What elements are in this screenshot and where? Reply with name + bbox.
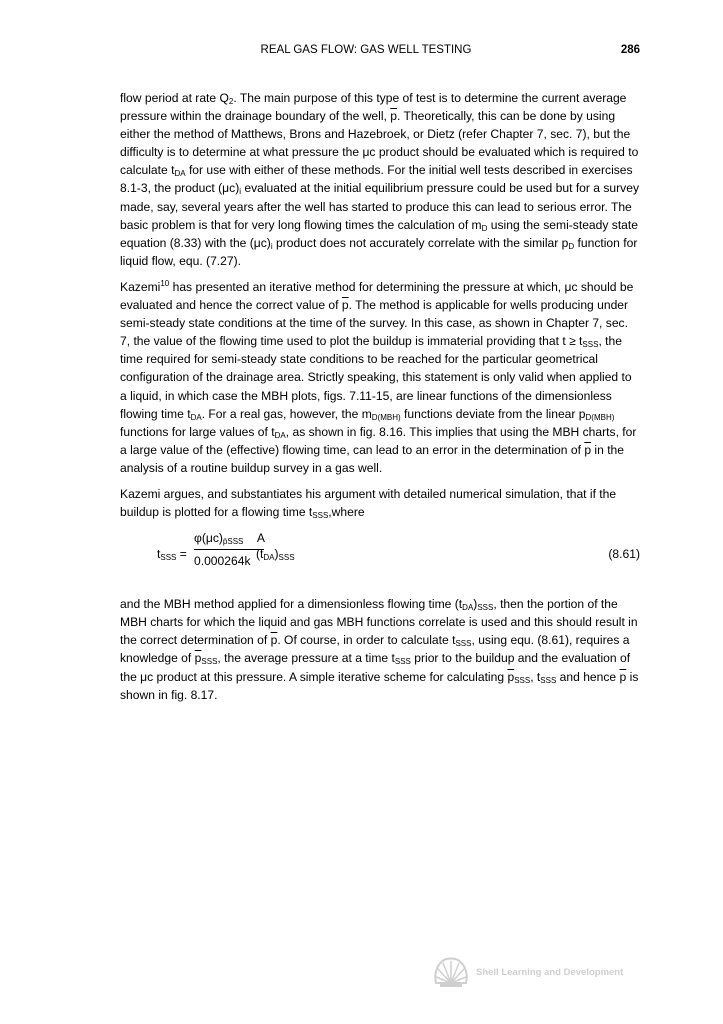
footer-brand-text: Shell Learning and Development [476, 967, 624, 978]
equation-number: (8.61) [608, 547, 640, 562]
footer-branding [432, 955, 642, 989]
fraction-bar [194, 549, 264, 550]
equation-numerator: $\varphi(\mu c)_{p̄SSS}$ A [194, 531, 265, 547]
p-bar: $\overline{p}$ [584, 442, 592, 457]
equation-lhs: $t_{SSS}$ = [157, 547, 187, 563]
equation-rhs: $(t_{DA})_{SSS}$ [256, 547, 295, 563]
p-bar: $\overline{p}$ [341, 298, 349, 313]
p-bar: $\overline{p}$ [507, 669, 515, 684]
p-bar: $\overline{p}$ [194, 651, 202, 666]
page-header [120, 44, 640, 60]
page-body [120, 89, 640, 712]
paragraph-3: Kazemi argues, and substantiates his argument with detailed numerical simulation, that if the buildup is plotted for a flowing time $t_{SSS},where$ [120, 486, 617, 521]
page-number: 286 [620, 44, 640, 56]
paragraph-1: flow period at rate $Q_2$. The main purpose of this type of test is to determine the current average pressure within the drainage boundary of the well, $\overline{p}$. Theoretically, this can be done by using either the method of Matthews, Brons and Hazebroek, or Dietz (refer Chapter 7, sec. 7), but the difficulty is to determine at what pressure the μc product should be evaluated which is required to calculate $t_{DA}$ for use with either of these methods. For the initial well tests described in exercises 8.1-3, the product $(\mu c)_i$ evaluated at the initial equilibrium pressure could be used but for a survey made, say, several years after the well has started to produce this can lead to serious error. The basic problem is that for very long flowing times the calculation of $m_D$ using the semi-steady state equation (8.33) with the $(\mu c)_i$ product does not accurately correlate with the similar $p_D$ function for liquid flow, equ. (7.27). [120, 91, 639, 268]
paragraph-2: Kazemi$^{10}$ has presented an iterative method for determining the pressure at which, μc should be evaluated and hence the correct value of $\overline{p}$. The method is applicable for wells producing under semi-steady state conditions at the time of the survey. In this case, as shown in Chapter 7, sec. 7, the value of the flowing time used to plot the buildup is immaterial providing that $t \ge t_{SSS}$, the time required for semi-steady state conditions to be reached for the particular geometrical configuration of the drainage area. Strictly speaking, this statement is only valid when applied to a liquid, in which case the MBH plots, figs. 7.11-15, are linear functions of the dimensionless flowing time $t_{DA}$. For a real gas, however, the $m_{D(MBH)}$ functions deviate from the linear $p_{D(MBH)}$ functions for large values of $t_{DA}$, as shown in fig. 8.16. This implies that using the MBH charts, for a large value of the (effective) flowing time, can lead to an error in the determination of $\overline{p}$ in the analysis of a routine buildup survey in a gas well. [120, 278, 637, 475]
running-title: REAL GAS FLOW: GAS WELL TESTING [260, 44, 472, 56]
equation-8-61 [120, 529, 640, 579]
equation-denominator: 0.000264k [194, 554, 251, 569]
p-bar: $\overline{p}$ [619, 669, 627, 684]
p-bar: $\overline{p}$ [270, 633, 278, 648]
p-bar: $\overline{p}$ [390, 109, 398, 124]
shell-logo-icon [432, 955, 470, 989]
paragraph-4: and the MBH method applied for a dimensionless flowing time $(t_{DA})_{SSS}$, then the portion of the MBH charts for which the liquid and gas MBH functions correlate is used and this should result in the correct determination of $\overline{p}$. Of course, in order to calculate $t_{SSS}$, using equ. (8.61), requires a knowledge of $\overline{p}_{SSS}$, the average pressure at a time $t_{SSS}$ prior to the buildup and the evaluation of the μc product at this pressure. A simple iterative scheme for calculating $\overline{p}_{SSS}$, $t_{SSS}$ and hence $\overline{p}$ is shown in fig. 8.17. [120, 597, 639, 702]
